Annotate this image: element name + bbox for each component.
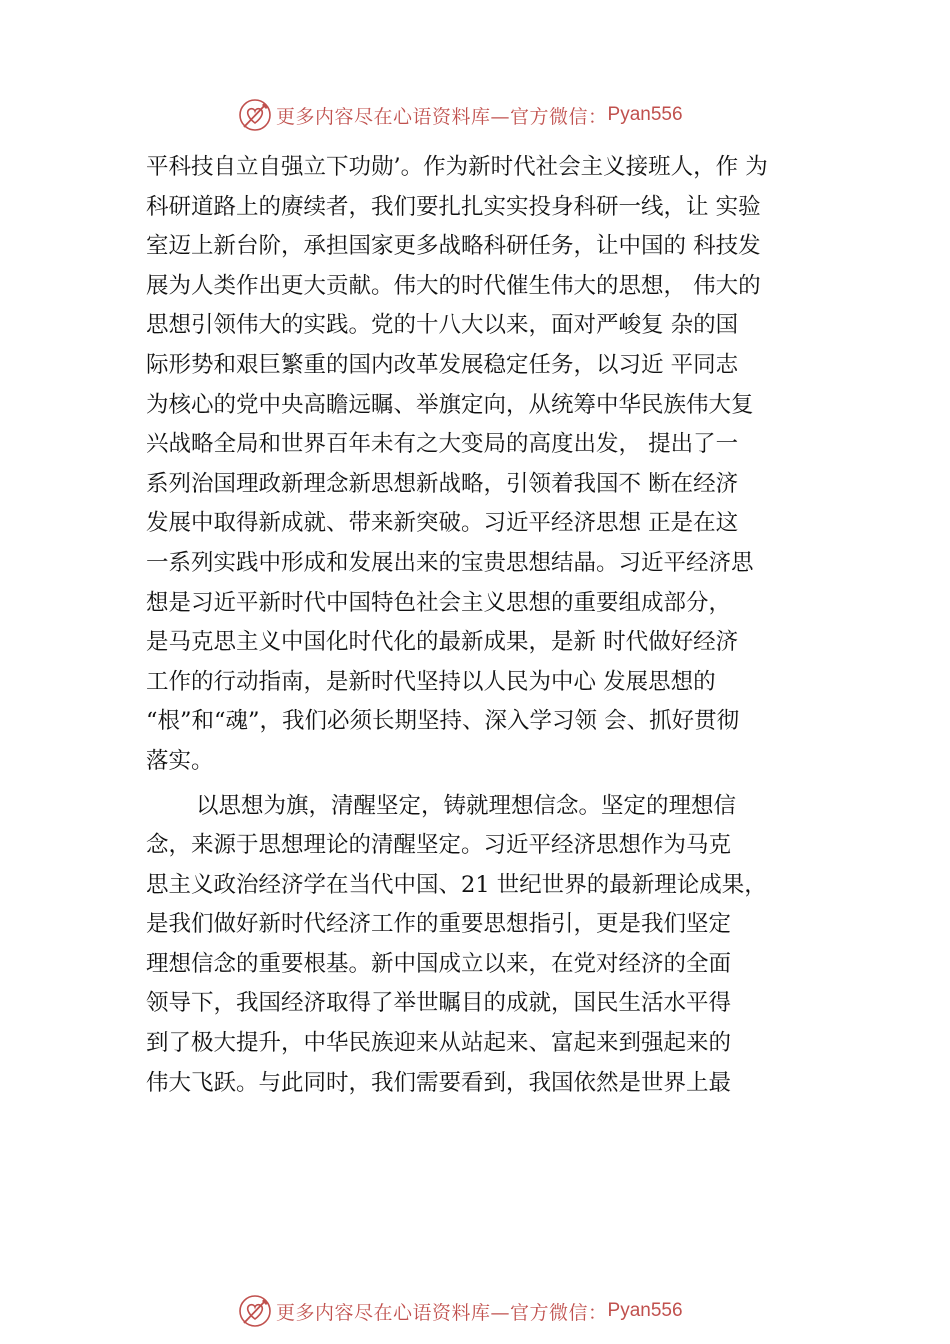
- text-line: 为核心的党中央高瞻远瞩、举旗定向，从统筹中华民族伟大复: [146, 391, 754, 418]
- watermark-site-text: 更多内容尽在心语资料库—官方微信：: [276, 1301, 608, 1324]
- text-line: 伟大飞跃。与此同时，我们需要看到，我国依然是世界上最: [146, 1069, 732, 1096]
- document-body: [146, 148, 836, 1103]
- text-line: “根”和“魂”，我们必须长期坚持、深入学习领 会、抓好贯彻: [146, 708, 740, 735]
- text-line: 以思想为旗，清醒坚定，铸就理想信念。坚定的理想信: [196, 792, 737, 819]
- text-line: 想是习近平新时代中国特色社会主义思想的重要组成部分，: [146, 589, 732, 616]
- text-line: 室迈上新台阶，承担国家更多战略科研任务，让中国的 科技发: [146, 233, 761, 260]
- watermark-site-text: 更多内容尽在心语资料库—官方微信：: [276, 105, 608, 128]
- text-line: 展为人类作出更大贡献。伟大的时代催生伟大的思想， 伟大的: [146, 272, 761, 299]
- text-line: 领导下，我国经济取得了举世瞩目的成就，国民生活水平得: [146, 990, 732, 1017]
- watermark-contact: Pyan556: [607, 1300, 683, 1321]
- text-line: 发展中取得新成就、带来新突破。习近平经济思想 正是在这: [146, 510, 739, 537]
- text-line: 系列治国理政新理念新思想新战略，引领着我国不 断在经济: [146, 470, 739, 497]
- text-line: 到了极大提升，中华民族迎来从站起来、富起来到强起来的: [146, 1030, 732, 1057]
- header-watermark: [238, 97, 683, 133]
- text-line: 思主义政治经济学在当代中国、21 世纪世界的最新理论成果，: [146, 871, 767, 898]
- watermark-contact: Pyan556: [607, 104, 683, 125]
- text-line: 平科技自立自强立下功勋’。作为新时代社会主义接班人，作 为: [146, 154, 768, 180]
- text-line: 兴战略全局和世界百年未有之大变局的高度出发， 提出了一: [146, 431, 739, 458]
- text-line: 是我们做好新时代经济工作的重要思想指引，更是我们坚定: [146, 911, 732, 938]
- text-line: 是马克思主义中国化时代化的最新成果，是新 时代做好经济: [146, 629, 739, 656]
- heart-pen-logo-icon: [238, 1294, 272, 1328]
- footer-watermark: [238, 1293, 683, 1329]
- text-line: 际形势和艰巨繁重的国内改革发展稳定任务，以习近 平同志: [146, 351, 739, 378]
- text-line: 理想信念的重要根基。新中国成立以来，在党对经济的全面: [146, 950, 732, 977]
- text-line: 落实。: [146, 747, 214, 774]
- text-line: 思想引领伟大的实践。党的十八大以来，面对严峻复 杂的国: [146, 312, 739, 339]
- text-line: 科研道路上的赓续者，我们要扎扎实实投身科研一线，让 实验: [146, 193, 761, 220]
- text-line: 念，来源于思想理论的清醒坚定。习近平经济思想作为马克: [146, 832, 732, 859]
- heart-pen-logo-icon: [238, 98, 272, 132]
- text-line: 工作的行动指南，是新时代坚持以人民为中心 发展思想的: [146, 668, 716, 695]
- text-line: 一系列实践中形成和发展出来的宝贵思想结晶。习近平经济思: [146, 549, 754, 576]
